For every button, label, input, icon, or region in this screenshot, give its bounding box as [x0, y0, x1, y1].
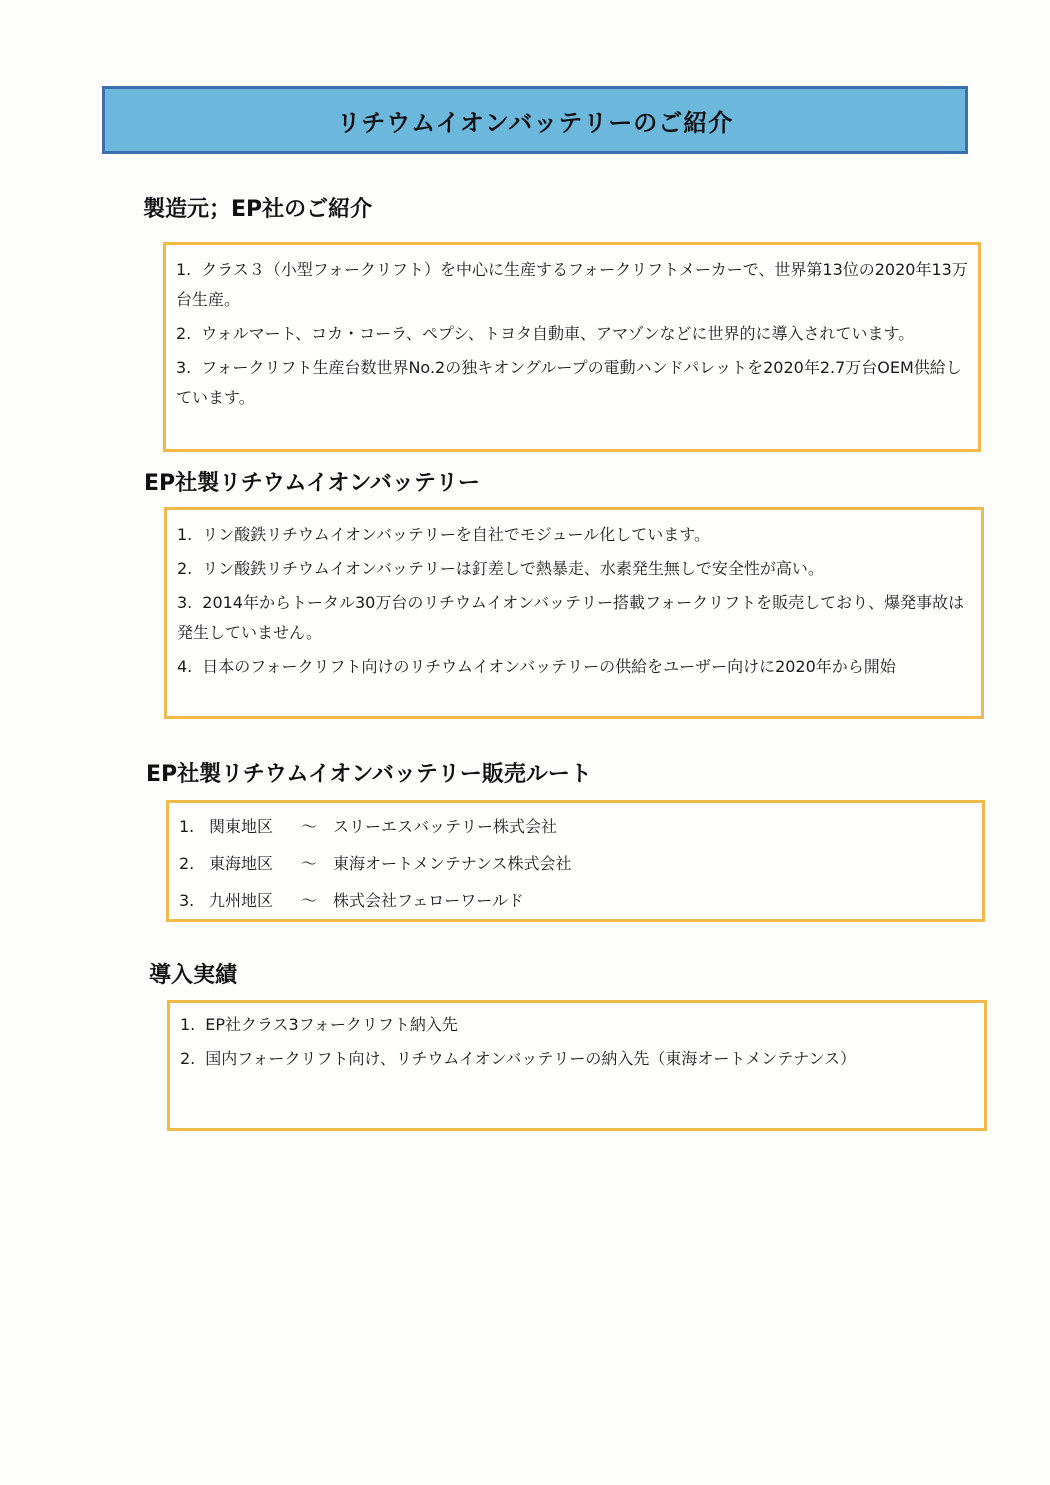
section-heading-battery: EP社製リチウムイオンバッテリー: [144, 471, 480, 496]
route-row: 3. 九州地区 〜 株式会社フェローワールド: [179, 891, 524, 910]
list-item: 2. ウォルマート、コカ・コーラ、ペプシ、トヨタ自動車、アマゾンなどに世界的に導入されています。: [176, 324, 915, 343]
sales-route-box: [166, 800, 985, 922]
list-item: 3. フォークリフト生産台数世界No.2の独キオングループの電動ハンドパレットを2020年2.7万台OEM供給しています。: [176, 358, 962, 407]
page-title: リチウムイオンバッテリーのご紹介: [336, 108, 734, 137]
section-heading-manufacturer: 製造元；EP社のご紹介: [143, 197, 373, 222]
route-row: 1. 関東地区 〜 スリーエスバッテリー株式会社: [179, 817, 558, 836]
list-item: 3. 2014年からトータル30万台のリチウムイオンバッテリー搭載フォークリフトを販売しており、爆発事故は発生していません。: [177, 593, 965, 642]
section-heading-track-record: 導入実績: [149, 963, 238, 988]
title-banner: [102, 86, 968, 154]
track-record-box: [167, 1000, 987, 1131]
manufacturer-info-box: [163, 242, 981, 452]
list-item: 2. リン酸鉄リチウムイオンバッテリーは釘差しで熱暴走、水素発生無しで安全性が高い。: [177, 559, 824, 578]
list-item: 2. 国内フォークリフト向け、リチウムイオンバッテリーの納入先（東海オートメンテナンス）: [180, 1049, 856, 1068]
list-item: 4. 日本のフォークリフト向けのリチウムイオンバッテリーの供給をユーザー向けに2020年から開始: [177, 657, 896, 676]
section-heading-sales-route: EP社製リチウムイオンバッテリー販売ルート: [146, 762, 592, 787]
battery-info-box: [164, 507, 984, 719]
list-item: 1. EP社クラス3フォークリフト納入先: [180, 1015, 458, 1034]
route-row: 2. 東海地区 〜 東海オートメンテナンス株式会社: [179, 854, 572, 873]
list-item: 1. クラス３（小型フォークリフト）を中心に生産するフォークリフトメーカーで、世界第13位の2020年13万台生産。: [176, 260, 968, 309]
list-item: 1. リン酸鉄リチウムイオンバッテリーを自社でモジュール化しています。: [177, 525, 710, 544]
